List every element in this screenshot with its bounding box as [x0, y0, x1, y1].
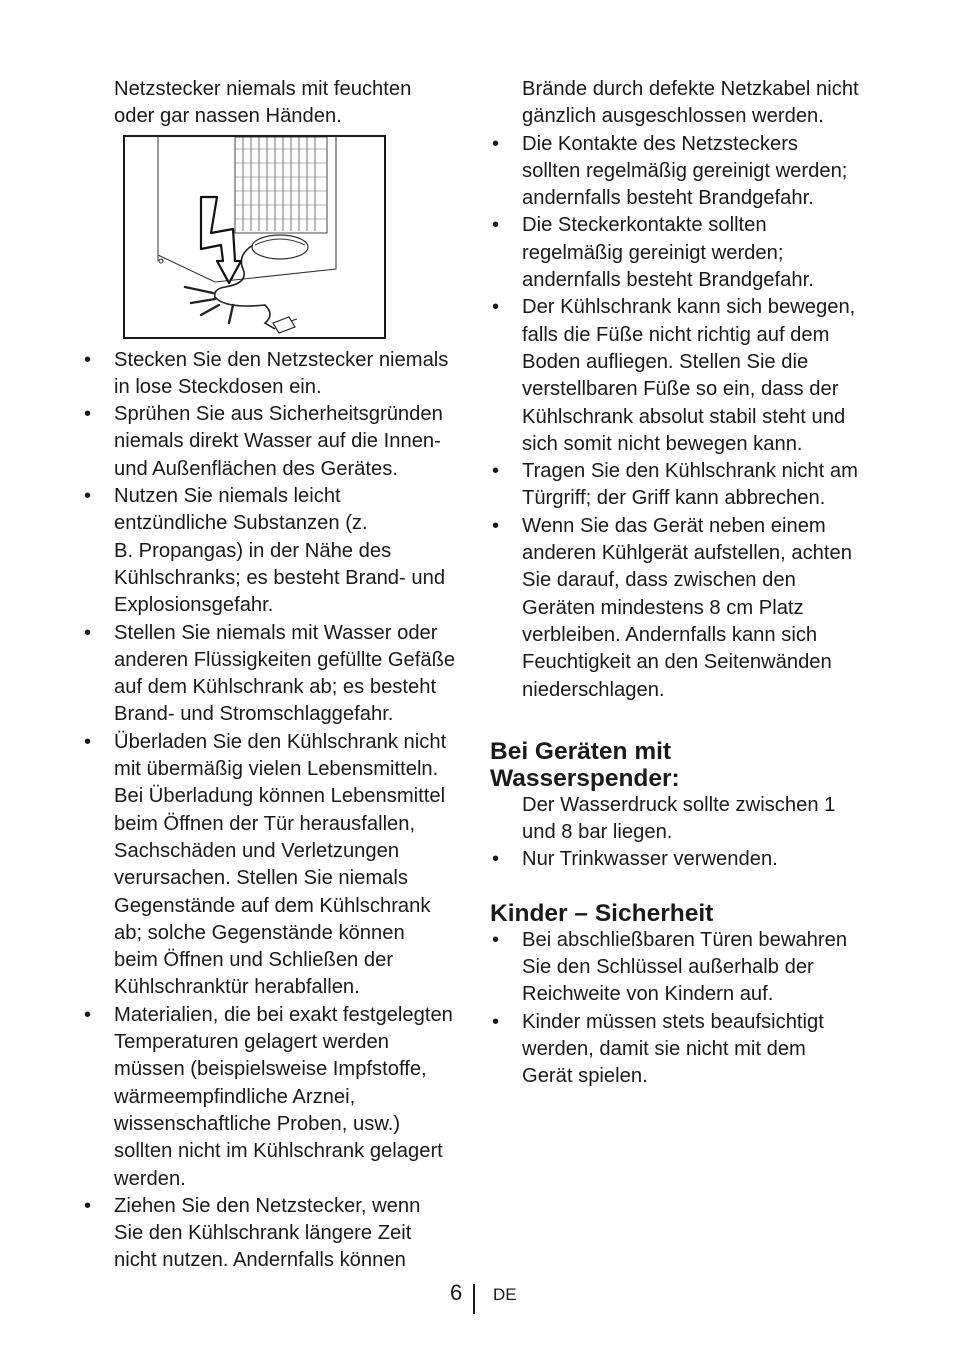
- page-number: 6: [450, 1280, 463, 1305]
- text-line: niemals direkt Wasser auf die Innen-: [114, 430, 441, 453]
- right-bullet-list: [490, 131, 882, 704]
- text-line: werden.: [114, 1167, 186, 1190]
- text-line: ab; solche Gegenstände können: [114, 921, 405, 944]
- text-line: Stellen Sie niemals mit Wasser oder: [114, 621, 438, 644]
- list-item: [490, 846, 882, 873]
- list-item: [490, 212, 882, 294]
- heading-water-dispenser: [490, 738, 882, 792]
- water-pressure-paragraph: [490, 792, 882, 847]
- text-line: verursachen. Stellen Sie niemals: [114, 867, 408, 890]
- text-line: Materialien, die bei exakt festgelegten: [114, 1003, 453, 1026]
- list-item: [82, 1002, 464, 1193]
- text-line: Der Wasserdruck sollte zwischen 1: [522, 793, 836, 816]
- footer-divider: [473, 1284, 475, 1314]
- text-line: Sie darauf, dass zwischen den: [522, 569, 796, 592]
- text-line: Sprühen Sie aus Sicherheitsgründen: [114, 403, 443, 426]
- text-line: in lose Steckdosen ein.: [114, 375, 322, 398]
- text-line: verstellbaren Füße so ein, dass der: [522, 378, 839, 401]
- text-line: Stecken Sie den Netzstecker niemals: [114, 348, 449, 371]
- list-item: [82, 1193, 464, 1275]
- text-line: Türgriff; der Griff kann abbrechen.: [522, 487, 826, 510]
- text-line: Wenn Sie das Gerät neben einem: [522, 514, 826, 537]
- text-line: verbleiben. Andernfalls kann sich: [522, 623, 818, 646]
- text-line: andernfalls besteht Brandgefahr.: [522, 187, 814, 210]
- text-line: Der Kühlschrank kann sich bewegen,: [522, 296, 856, 319]
- text-line: Nutzen Sie niemals leicht: [114, 485, 341, 508]
- left-bullet-list: [82, 347, 464, 1275]
- list-item: [82, 401, 464, 483]
- text-line: Kinder müssen stets beaufsichtigt: [522, 1010, 824, 1033]
- text-line: beim Öffnen der Tür herausfallen,: [114, 812, 416, 835]
- text-line: nicht nutzen. Andernfalls können: [114, 1249, 406, 1272]
- text-line: oder gar nassen Händen.: [114, 105, 342, 128]
- text-line: sollten nicht im Kühlschrank gelagert: [114, 1140, 443, 1163]
- text-line: Temperaturen gelagert werden: [114, 1031, 389, 1054]
- text-line: Bei abschließbaren Türen bewahren: [522, 928, 848, 951]
- text-line: Gegenstände auf dem Kühlschrank: [114, 894, 431, 917]
- list-item: [82, 729, 464, 1002]
- text-line: und 8 bar liegen.: [522, 821, 673, 844]
- text-line: Tragen Sie den Kühlschrank nicht am: [522, 460, 858, 483]
- text-line: Kühlschrank absolut stabil steht und: [522, 405, 846, 428]
- language-code: DE: [493, 1285, 517, 1304]
- text-line: niederschlagen.: [522, 678, 665, 701]
- text-line: anderen Flüssigkeiten gefüllte Gefäße: [114, 648, 456, 671]
- text-line: Brand- und Stromschlaggefahr.: [114, 703, 394, 726]
- text-line: Kühlschranktür herabfallen.: [114, 976, 360, 999]
- text-line: sich somit nicht bewegen kann.: [522, 432, 803, 455]
- list-item: [490, 458, 882, 513]
- text-line: Feuchtigkeit an den Seitenwänden: [522, 651, 832, 674]
- left-column: [82, 76, 464, 1275]
- text-line: Sie den Kühlschrank längere Zeit: [114, 1222, 412, 1245]
- list-item: [82, 483, 464, 619]
- list-item: [490, 927, 882, 1009]
- text-line: und Außenflächen des Gerätes.: [114, 457, 398, 480]
- text-line: wärmeempfindliche Arznei,: [114, 1085, 356, 1108]
- text-line: Sie den Schlüssel außerhalb der: [522, 956, 814, 979]
- intro-paragraph-continued: [490, 76, 882, 131]
- list-item: [490, 131, 882, 213]
- list-item: [490, 294, 882, 458]
- intro-paragraph: [82, 76, 464, 131]
- text-line: andernfalls besteht Brandgefahr.: [522, 269, 814, 292]
- text-line: Boden aufliegen. Stellen Sie die: [522, 350, 809, 373]
- text-line: Bei Geräten mit: [490, 737, 672, 765]
- fridge-plug-icon: [125, 137, 388, 341]
- child-safety-bullet-list: [490, 927, 882, 1091]
- text-line: anderen Kühlgerät aufstellen, achten: [522, 542, 852, 565]
- water-bullet-list: [490, 846, 882, 873]
- text-line: Wasserspender:: [490, 764, 680, 792]
- text-line: Reichweite von Kindern auf.: [522, 983, 774, 1006]
- list-item: [490, 513, 882, 704]
- text-line: falls die Füße nicht richtig auf dem: [522, 323, 830, 346]
- text-line: Gerät spielen.: [522, 1065, 648, 1088]
- text-line: Kinder – Sicherheit: [490, 899, 714, 927]
- text-line: Nur Trinkwasser verwenden.: [522, 848, 778, 871]
- text-line: Explosionsgefahr.: [114, 594, 274, 617]
- text-line: auf dem Kühlschrank ab; es besteht: [114, 676, 437, 699]
- list-item: [82, 347, 464, 402]
- text-line: B. Propangas) in der Nähe des: [114, 539, 392, 562]
- text-line: Kühlschranks; es besteht Brand- und: [114, 566, 446, 589]
- text-line: Ziehen Sie den Netzstecker, wenn: [114, 1194, 421, 1217]
- text-line: Netzstecker niemals mit feuchten: [114, 78, 412, 100]
- list-item: [82, 620, 464, 729]
- text-line: Überladen Sie den Kühlschrank nicht: [114, 730, 447, 753]
- right-column: [490, 76, 882, 1091]
- text-line: Sachschäden und Verletzungen: [114, 839, 400, 862]
- text-line: sollten regelmäßig gereinigt werden;: [522, 159, 848, 182]
- heading-child-safety: [490, 900, 882, 927]
- text-line: Brände durch defekte Netzkabel nicht: [522, 78, 859, 100]
- text-line: gänzlich ausgeschlossen werden.: [522, 105, 824, 128]
- text-line: Bei Überladung können Lebensmittel: [114, 785, 446, 808]
- text-line: müssen (beispielsweise Impfstoffe,: [114, 1058, 427, 1081]
- text-line: beim Öffnen und Schließen der: [114, 949, 394, 972]
- text-line: mit übermäßig vielen Lebensmitteln.: [114, 758, 439, 781]
- page-footer: [440, 1280, 560, 1314]
- list-item: [490, 1009, 882, 1091]
- text-line: wissenschaftliche Proben, usw.): [114, 1112, 401, 1135]
- illustration-wet-hands-plug: [123, 135, 386, 339]
- text-line: Die Steckerkontakte sollten: [522, 214, 767, 237]
- text-line: entzündliche Substanzen (z.: [114, 512, 368, 535]
- text-line: werden, damit sie nicht mit dem: [522, 1037, 806, 1060]
- text-line: Geräten mindestens 8 cm Platz: [522, 596, 804, 619]
- text-line: regelmäßig gereinigt werden;: [522, 241, 784, 264]
- text-line: Die Kontakte des Netzsteckers: [522, 132, 799, 155]
